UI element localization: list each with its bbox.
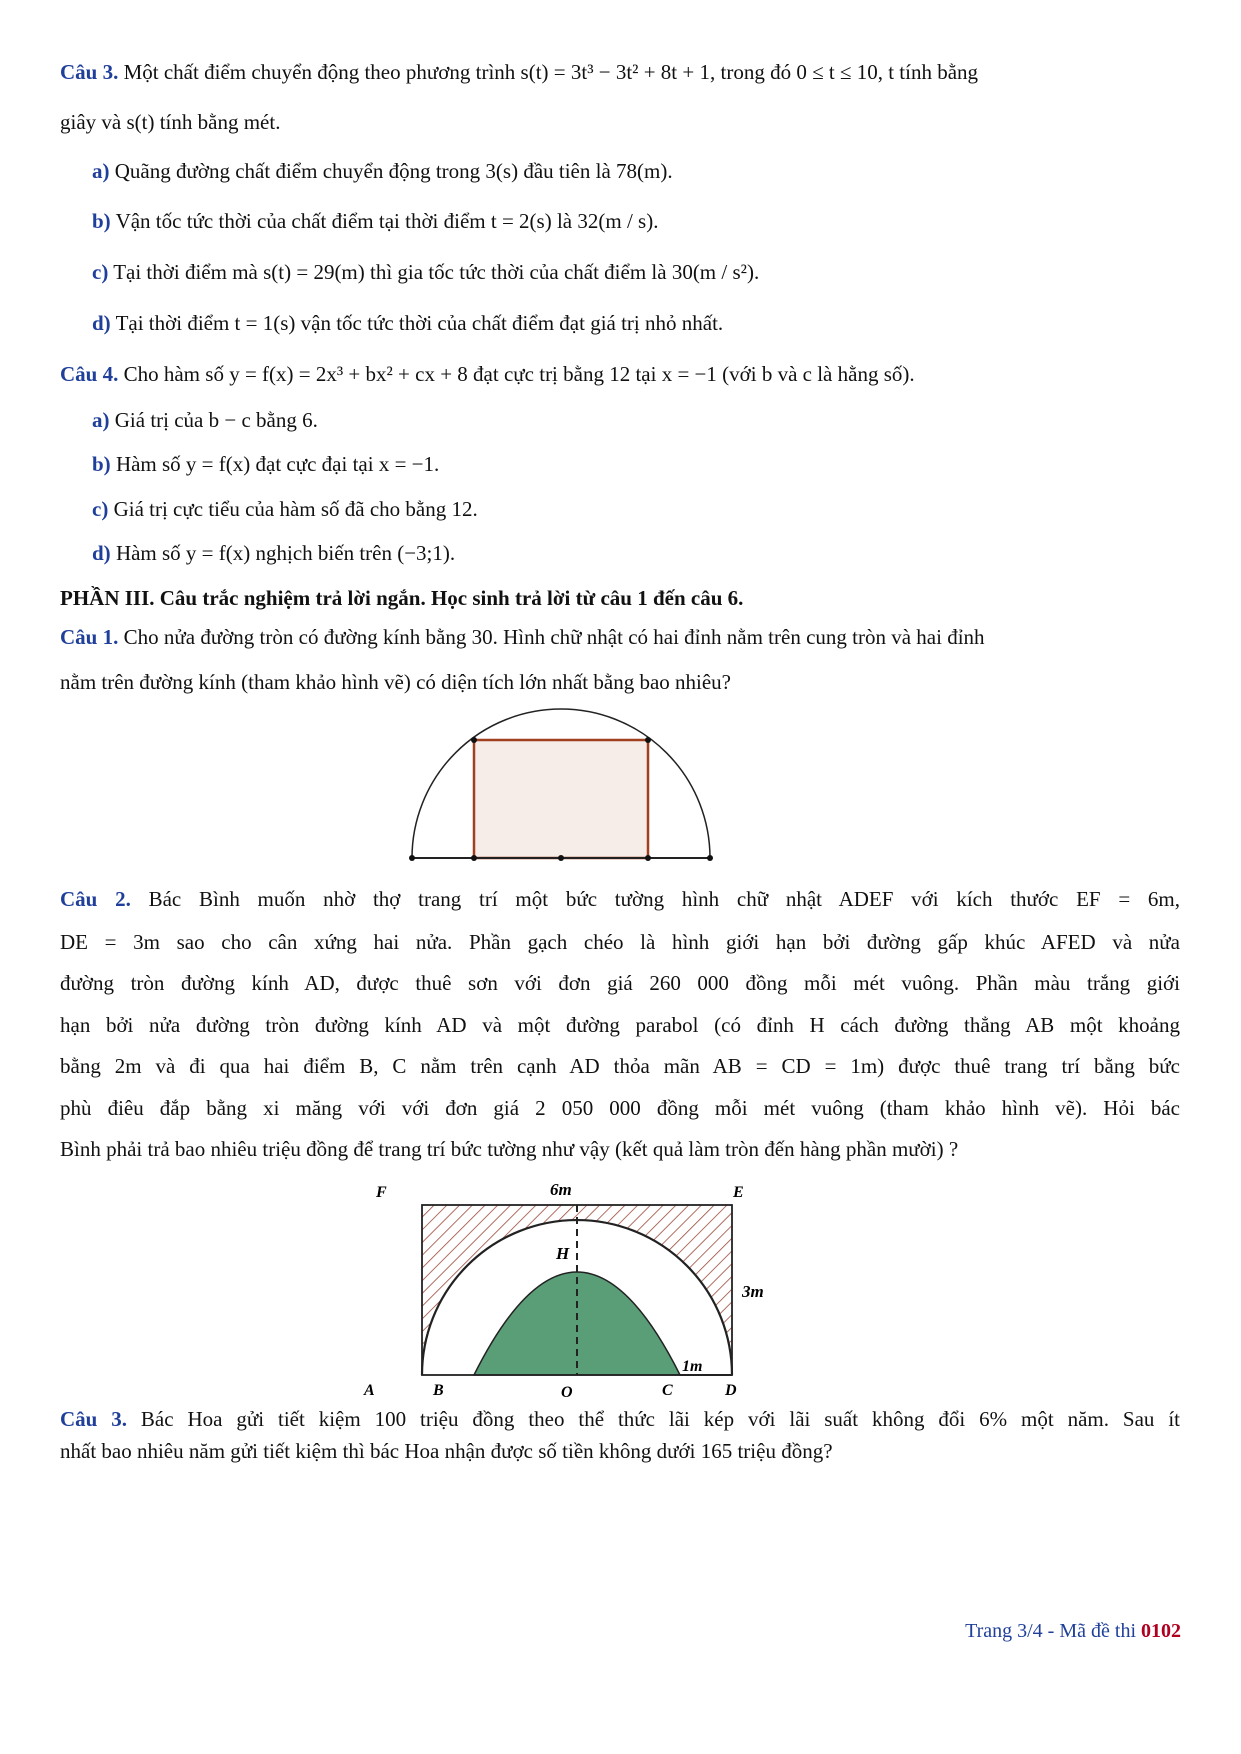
q3-text-line2: giây và s(t) tính bằng mét. xyxy=(60,110,281,134)
p3q1-text-line2: nằm trên đường kính (tham khảo hình vẽ) có diện tích lớn nhất bằng bao nhiêu? xyxy=(60,670,732,694)
q3-a-text: Quãng đường chất điểm chuyển động trong 3(s) đầu tiên là 78(m). xyxy=(114,159,673,183)
q3-b-label: b) xyxy=(92,209,111,233)
label-side-length: 3m xyxy=(742,1282,764,1301)
p3q2-label: Câu 2. xyxy=(60,887,131,911)
point-rect-bottom-left xyxy=(471,855,477,861)
q4-option-a xyxy=(92,406,1212,434)
label-c: C xyxy=(662,1382,673,1399)
p3q2-text-line6: phù điêu đắp bằng xi măng với với đơn giá 2 050 000 đồng mỗi mét vuông (tham khảo hình vẽ). Hỏi bác xyxy=(60,1096,1180,1120)
q3-option-a xyxy=(92,157,1212,185)
semicircle-rectangle-figure xyxy=(400,700,730,870)
p3q2-text-line7: Bình phải trả bao nhiêu triệu đồng để trang trí bức tường như vậy (kết quả làm tròn đến hàng phần mười) ? xyxy=(60,1137,959,1161)
p3q1-text-line1: Cho nửa đường tròn có đường kính bằng 30. Hình chữ nhật có hai đỉnh nằm trên cung tròn và hai đỉnh xyxy=(123,625,985,649)
q4-label: Câu 4. xyxy=(60,362,119,386)
point-rect-top-left xyxy=(471,737,477,743)
wall-decoration-figure xyxy=(364,1175,800,1415)
p3q3-line1 xyxy=(60,1405,1180,1433)
p3q1-line1 xyxy=(60,623,1180,651)
q4-text-line1: Cho hàm số y = f(x) = 2x³ + bx² + cx + 8 đạt cực trị bằng 12 tại x = −1 (với b và c là hằng số). xyxy=(123,362,915,386)
q3-line1 xyxy=(60,58,1180,86)
p3q2-line1 xyxy=(60,885,1180,913)
q4-d-text: Hàm số y = f(x) nghịch biến trên (−3;1). xyxy=(115,541,456,565)
p3q2-text-line1: Bác Bình muốn nhờ thợ trang trí một bức tường hình chữ nhật ADEF với kích thước EF = 6m, xyxy=(148,887,1181,911)
p3q3-text-line2: nhất bao nhiêu năm gửi tiết kiệm thì bác Hoa nhận được số tiền không dưới 165 triệu đồng? xyxy=(60,1439,833,1463)
label-d: D xyxy=(725,1382,737,1399)
label-b: B xyxy=(433,1382,444,1399)
q4-c-label: c) xyxy=(92,497,109,521)
q3-b-text: Vận tốc tức thời của chất điểm tại thời điểm t = 2(s) là 32(m / s). xyxy=(115,209,659,233)
q4-a-label: a) xyxy=(92,408,110,432)
q4-line1 xyxy=(60,360,1180,388)
q3-a-label: a) xyxy=(92,159,110,183)
footer-text: Trang 3/4 - Mã đề thi xyxy=(965,1620,1136,1642)
p3q1-label: Câu 1. xyxy=(60,625,119,649)
label-f: F xyxy=(376,1184,387,1201)
p3q3-text-line1: Bác Hoa gửi tiết kiệm 100 triệu đồng theo thể thức lãi kép với lãi suất không đổi 6% một năm. Sau ít xyxy=(140,1407,1180,1431)
inscribed-rectangle xyxy=(474,740,648,858)
q3-label: Câu 3. xyxy=(60,60,119,84)
q3-option-c xyxy=(92,258,1212,286)
q4-option-d xyxy=(92,539,1212,567)
footer-code: 0102 xyxy=(1141,1620,1181,1642)
point-center xyxy=(558,855,564,861)
q4-b-text: Hàm số y = f(x) đạt cực đại tại x = −1. xyxy=(115,452,440,476)
point-rect-top-right xyxy=(645,737,651,743)
q3-d-label: d) xyxy=(92,311,111,335)
p3q2-text-line2: DE = 3m sao cho cân xứng hai nửa. Phần gạch chéo là hình giới hạn bởi đường gấp khúc AFED và nửa xyxy=(60,930,1180,954)
q4-b-label: b) xyxy=(92,452,111,476)
label-e: E xyxy=(733,1184,744,1201)
page-footer xyxy=(965,1620,1181,1643)
label-a: A xyxy=(364,1382,375,1399)
point-diameter-left xyxy=(409,855,415,861)
q3-d-text: Tại thời điểm t = 1(s) vận tốc tức thời của chất điểm đạt giá trị nhỏ nhất. xyxy=(115,311,724,335)
point-diameter-right xyxy=(707,855,713,861)
p3q2-text-line3: đường tròn đường kính AD, được thuê sơn với đơn giá 260 000 đồng mỗi mét vuông. Phần màu trắng giới xyxy=(60,971,1180,995)
p3q2-text-line5: bằng 2m và đi qua hai điểm B, C nằm trên cạnh AD thỏa mãn AB = CD = 1m) được thuê trang trí bằng bức xyxy=(60,1054,1180,1078)
q4-a-text: Giá trị của b − c bằng 6. xyxy=(114,408,318,432)
q3-option-d xyxy=(92,309,1212,337)
label-cd-length: 1m xyxy=(682,1358,703,1375)
p3q3-label: Câu 3. xyxy=(60,1407,128,1431)
p3q2-text-line4: hạn bởi nửa đường tròn đường kính AD và một đường parabol (có đỉnh H cách đường thẳng AB một khoảng xyxy=(60,1013,1180,1037)
q3-text-line1: Một chất điểm chuyển động theo phương trình s(t) = 3t³ − 3t² + 8t + 1, trong đó 0 ≤ t ≤ 10, t tính bằng xyxy=(123,60,979,84)
q3-c-label: c) xyxy=(92,260,109,284)
part3-title: PHẦN III. Câu trắc nghiệm trả lời ngắn. Học sinh trả lời từ câu 1 đến câu 6. xyxy=(60,586,744,610)
q4-option-b xyxy=(92,450,1212,478)
q3-c-text: Tại thời điểm mà s(t) = 29(m) thì gia tốc tức thời của chất điểm là 30(m / s²). xyxy=(113,260,760,284)
q4-option-c xyxy=(92,495,1212,523)
q4-c-text: Giá trị cực tiểu của hàm số đã cho bằng 12. xyxy=(113,497,478,521)
label-o: O xyxy=(561,1384,573,1401)
q4-d-label: d) xyxy=(92,541,111,565)
label-top-length: 6m xyxy=(550,1180,572,1199)
q3-option-b xyxy=(92,207,1212,235)
label-h: H xyxy=(556,1244,570,1263)
point-rect-bottom-right xyxy=(645,855,651,861)
